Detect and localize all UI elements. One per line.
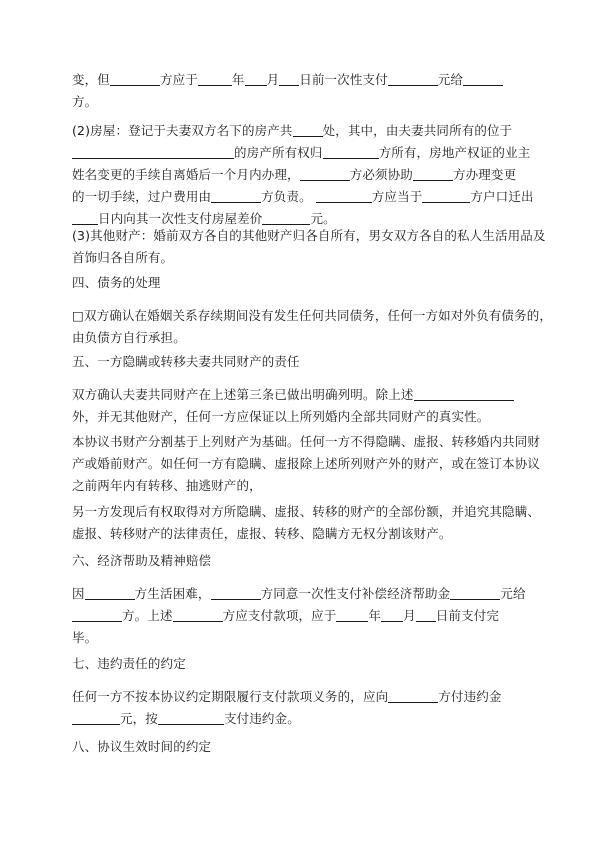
paragraph-economic-help: [72, 583, 528, 649]
blank-field[interactable]: [293, 122, 323, 137]
text-line: [72, 69, 528, 91]
text-run: 方生活困难，: [134, 586, 211, 601]
blank-field[interactable]: [262, 210, 310, 225]
blank-field[interactable]: [414, 386, 514, 401]
section-heading-4: 四、债务的处理: [72, 275, 161, 290]
text-run: 外，并无其他财产，任何一方应保证以上所列婚内全部共同财产的真实性。: [72, 409, 490, 424]
text-run: 年: [368, 608, 382, 623]
text-run: 姓名变更的手续自离婚后一个月内办理，: [72, 167, 300, 182]
text-line: (3)其他财产：婚前双方各自的其他财产归各自所有，男女双方各自的私人生活用品及: [72, 228, 546, 243]
text-line: [72, 708, 528, 730]
text-run: 方。: [72, 94, 98, 109]
paragraph-breach: [72, 686, 528, 730]
paragraph-other-party-rights: [72, 501, 541, 545]
text-run: 的房产所有权归: [234, 145, 323, 160]
text-run: (2)房屋：登记于夫妻双方名下的房产共: [72, 123, 293, 138]
blank-field[interactable]: [316, 188, 372, 203]
text-run: 元给: [500, 586, 526, 601]
text-run: 任何一方不按本协议约定期限履行支付款项义务的，应向: [72, 689, 389, 704]
text-line: 产或婚前财产。如任何一方有隐瞒、虚报除上述所列财产外的财产，或在签订本协议: [72, 456, 541, 471]
blank-field[interactable]: [336, 607, 368, 622]
text-line: [72, 120, 528, 142]
text-line: 另一方发现后有权取得对方所隐瞒、虚报、转移的财产的全部份额，并追究其隐瞒、: [72, 504, 541, 519]
text-run: 日内向其一次性支付房屋差价: [98, 211, 263, 226]
blank-field[interactable]: [211, 585, 261, 600]
text-line: [72, 384, 528, 406]
paragraph-confirmation: [72, 384, 528, 428]
text-run: 元给: [437, 72, 464, 87]
blank-field[interactable]: [173, 607, 223, 622]
text-run: 方。上述: [122, 608, 173, 623]
text-line: 本协议书财产分割基于上列财产为基础。任何一方不得隐瞒、虚报、转移婚内共同财: [72, 434, 541, 449]
blank-field[interactable]: [211, 188, 261, 203]
blank-field[interactable]: [323, 144, 379, 159]
text-line: [72, 605, 528, 627]
text-run: 变，但: [72, 72, 110, 87]
paragraph-basis: [72, 431, 541, 497]
blank-field[interactable]: [416, 607, 436, 622]
text-run: 毕。: [72, 630, 98, 645]
section-heading-7: 七、违约责任的约定: [72, 656, 186, 671]
blank-field[interactable]: [85, 585, 135, 600]
text-line: [72, 627, 528, 649]
text-run: 方所有，房地产权证的业主: [378, 145, 531, 160]
text-line: [72, 164, 528, 186]
text-run: 日前一次性支付: [299, 72, 388, 87]
blank-field[interactable]: [72, 210, 98, 225]
text-run: 方应当于: [371, 189, 423, 204]
text-line: 之前两年内有转移、抽逃财产的，: [72, 478, 262, 493]
text-run: 方负责。: [261, 189, 312, 204]
blank-field[interactable]: [158, 710, 224, 725]
blank-field[interactable]: [422, 188, 470, 203]
section-heading-5: 五、一方隐瞒或转移夫妻共同财产的责任: [72, 354, 300, 369]
paragraph-house: [72, 120, 534, 230]
blank-field[interactable]: [110, 71, 160, 86]
text-line: [72, 186, 534, 208]
text-run: 方办理变更: [452, 167, 517, 182]
blank-field[interactable]: [72, 607, 122, 622]
paragraph-debt: [72, 305, 553, 349]
text-line: □双方确认在婚姻关系存续期间没有发生任何共同债务，任何一方如对外负有债务的，: [72, 308, 553, 323]
text-run: 方应于: [159, 72, 198, 87]
text-run: 年: [231, 72, 245, 87]
blank-field[interactable]: [72, 144, 234, 159]
paragraph-payment-continued: [72, 69, 528, 113]
text-run: 月: [266, 72, 280, 87]
text-line: [72, 583, 528, 605]
text-run: 元，按: [120, 711, 158, 726]
text-run: 支付违约金。: [223, 711, 300, 726]
text-run: 月: [403, 608, 416, 623]
blank-field[interactable]: [413, 166, 453, 181]
blank-field[interactable]: [245, 71, 267, 86]
text-line: [72, 406, 528, 428]
text-line: 虚报、转移财产的法律责任，虚报、转移、隐瞒方无权分割该财产。: [72, 526, 452, 541]
text-line: 首饰归各自所有。: [72, 250, 174, 265]
text-run: 日前支付完: [435, 608, 500, 623]
text-line: [72, 686, 528, 708]
blank-field[interactable]: [450, 585, 500, 600]
blank-field[interactable]: [279, 71, 299, 86]
text-run: 方付违约金: [438, 689, 502, 704]
paragraph-other-property: [72, 225, 546, 269]
blank-field[interactable]: [72, 710, 120, 725]
section-heading-8: 八、协议生效时间的约定: [72, 739, 212, 754]
text-run: 处，其中，由夫妻共同所有的位于: [322, 123, 513, 138]
text-run: 的一切手续，过户费用由: [72, 189, 212, 204]
blank-field[interactable]: [388, 71, 438, 86]
text-run: 方同意一次性支付补偿经济帮助金: [260, 586, 451, 601]
text-line: 由负债方自行承担。: [72, 330, 186, 345]
text-run: 方应支付款项，应于: [222, 608, 337, 623]
text-line: [72, 91, 528, 113]
text-run: 双方确认夫妻共同财产在上述第三条已做出明确列明。除上述: [72, 387, 414, 402]
blank-field[interactable]: [463, 71, 503, 86]
section-heading-6: 六、经济帮助及精神赔偿: [72, 553, 212, 568]
text-run: 元。: [310, 211, 336, 226]
blank-field[interactable]: [388, 688, 438, 703]
text-run: 方户口迁出: [470, 189, 534, 204]
text-run: 方必须协助: [349, 167, 413, 182]
blank-field[interactable]: [381, 607, 403, 622]
blank-field[interactable]: [300, 166, 350, 181]
text-run: 因: [72, 586, 85, 601]
blank-field[interactable]: [198, 71, 232, 86]
text-line: [72, 142, 531, 164]
